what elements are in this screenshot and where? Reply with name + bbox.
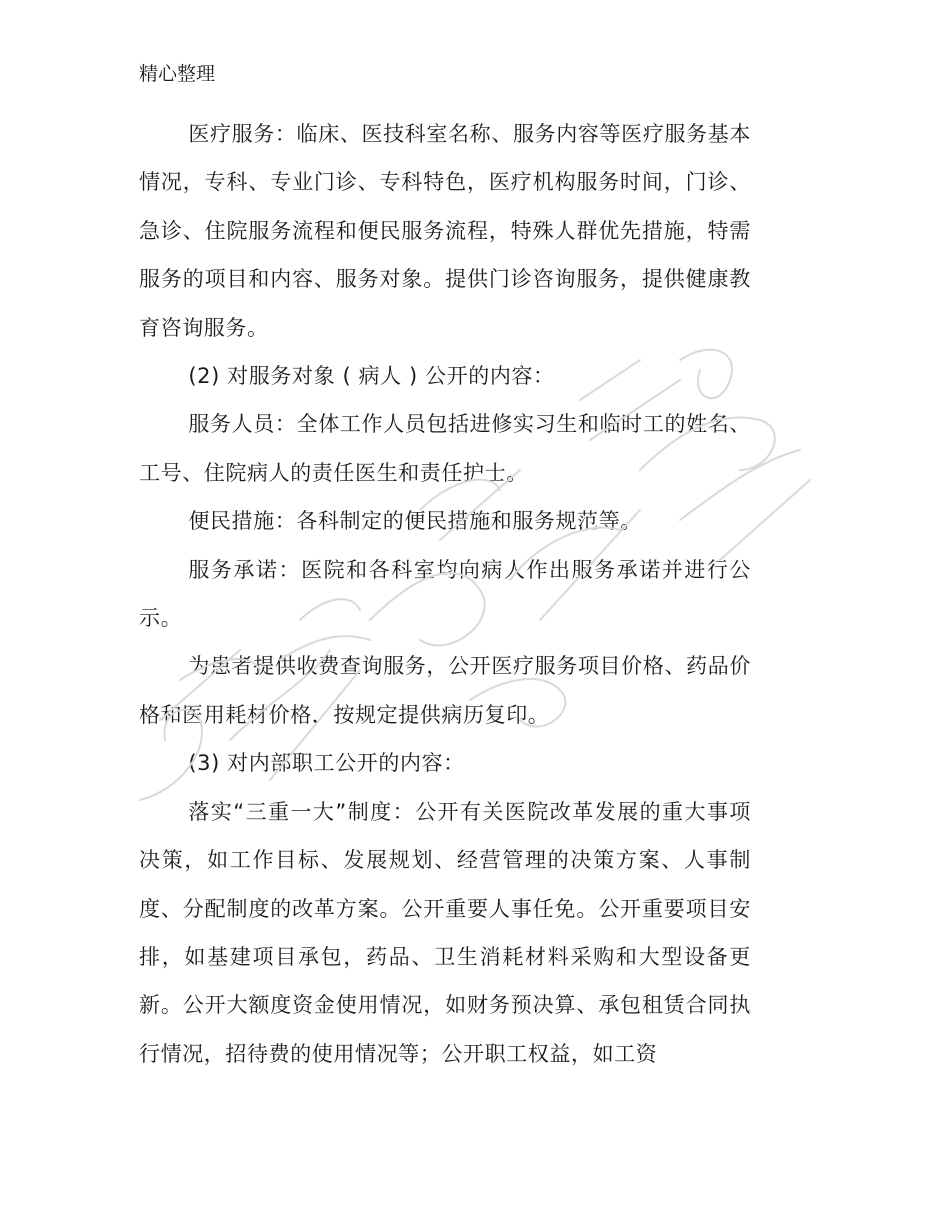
paragraph-service-staff: 服务人员：全体工作人员包括进修实习生和临时工的姓名、工号、住院病人的责任医生和责任护士。 [139,412,751,485]
page-header: 精心整理 [139,63,216,85]
paragraph-service-commitment: 服务承诺：医院和各科室均向病人作出服务承诺并进行公示。 [139,557,751,631]
paragraph-convenience-measures: 便民措施：各科制定的便民措施和服务规范等。 [188,509,642,534]
document-body [139,110,751,1078]
paragraph-three-important-one-large: 落实“三重一大”制度：公开有关医院改革发展的重大事项决策，如工作目标、发展规划、经营管理的决策方案、人事制度、分配制度的改革方案。公开重要人事任免。公开重要项目安排，如基建项目承包，药品、卫生消耗材料采购和大型设备更新。公开大额度资金使用情况，如财务预决算、承包租赁合同执行情况，招待费的使用情况等；公开职工权益，如工资 [139,799,751,1066]
section-heading-staff: (3) 对内部职工公开的内容： [188,751,465,776]
section-heading-patients: (2) 对服务对象 ( 病人 ) 公开的内容： [188,364,555,389]
paragraph-fee-inquiry: 为患者提供收费查询服务，公开医疗服务项目价格、药品价格和医用耗材价格，按规定提供病历复印。 [139,654,751,727]
paragraph-medical-services: 医疗服务：临床、医技科室名称、服务内容等医疗服务基本情况，专科、专业门诊、专科特色，医疗机构服务时间，门诊、急诊、住院服务流程和便民服务流程，特殊人群优先措施，特需服务的项目和内容、服务对象。提供门诊咨询服务，提供健康教育咨询服务。 [139,122,751,340]
